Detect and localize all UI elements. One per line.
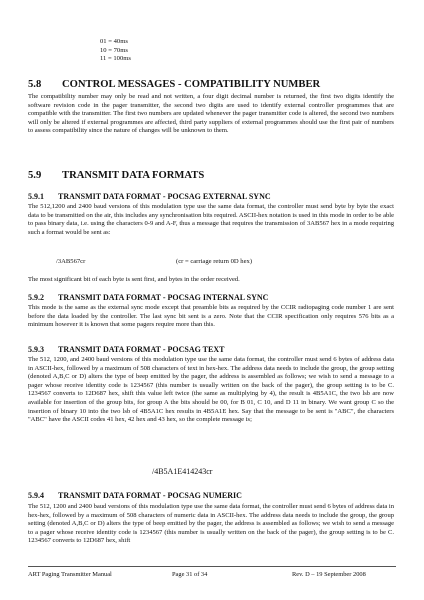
external-sync-example: /3AB567cr	[56, 258, 86, 265]
section-5-9-1-body: The 512,1200 and 2400 baud versions of this modulation type use the same data format, the controller must send byte by byte the exact data to be transmitted on the air, this includes any synchronisation bits required. ASCII-hex notation is used in this mode in order to be able to pass binary data, i.e. using the characters 0-9 and A-F, thus a message that requires the transmission of 3AB567 hex in a mode requiring such a format would be sent as:	[28, 203, 394, 236]
section-5-8-body: The compatibility number may only be read and not written, a four digit decimal number is returned, the first two digits identify the software revision code in the pager transmitter, the second two digits are used to identify external controller programmes that are compatible with the transmitter. The first two numbers are updated whenever the pager transmitter code is altered, the second two numbers will only be altered if external programmes are affected, third party suppliers of external programmes should use the first pair of numbers to assess compatibility since the nature of changes will be unknown to them.	[28, 93, 394, 135]
section-title: TRANSMIT DATA FORMAT - POCSAG EXTERNAL SYNC	[58, 192, 271, 201]
section-title: TRANSMIT DATA FORMAT - POCSAG TEXT	[58, 345, 225, 354]
section-5-9-4-body: The 512, 1200 and 2400 baud versions of this modulation type use the same data format, the controller must send 6 bytes of address data in hex-hex, followed by a maximum of 508 characters of numeric data in ASCII-hex. The address data needs to include the group, the group setting (denoted A,B,C or D) alters the type of beep emitted by the pager, the address is assembled as follows; we wish to send a message to a pager whose receive identity code is 1234567 (this number is usually written on the back of the pager), the group setting is to be C. 1234567 converts to 12D687 hex, shift	[28, 503, 394, 545]
footer-page-number: Page 31 of 34	[172, 571, 208, 578]
footer-manual-title: ART Paging Transmitter Manual	[28, 571, 112, 578]
section-title: TRANSMIT DATA FORMAT - POCSAG INTERNAL SYNC	[58, 293, 269, 302]
section-5-9-3-heading	[28, 345, 224, 354]
section-5-9-3-body: The 512, 1200, and 2400 baud versions of this modulation type use the same data format, the controller must send 6 bytes of address data in ASCII-hex, followed by a maximum of 508 characters of text in hex-hex. The address data needs to include the group, the group setting (denoted A,B,C or D) alters the type of beep emitted by the pager, the address is assembled as follows; we wish to send a message to a pager whose receive identity code is 1234567 (this number is usually written on the back of the pager), the group setting is to be C. 1234567 converts to 12D687 hex, shift this value left twice (the same as multiplying by 4), the result is 4B5A1C, the two lsb are now available for insertion of the group bits, for group A the bits should be 00, for B 01, C 10, and D 11 in binary. We want group C so the insertion of binary 10 into the two lsb of 4B5A1C hex results in 4B5A1E hex. Say that the message to be sent is "ABC", the characters "ABC" have the ASCII codes 41 hex, 42 hex and 43 hex, so the complete message is;	[28, 356, 394, 424]
carriage-return-note: (cr = carriage return 0D hex)	[176, 258, 253, 265]
section-number: 5.9.3	[28, 345, 44, 354]
section-title: TRANSMIT DATA FORMATS	[62, 170, 205, 181]
code-list-item: 10 = 70ms	[100, 46, 128, 54]
code-list-item: 11 = 100ms	[100, 55, 131, 63]
pocsag-text-example: /4B5A1E414243cr	[152, 467, 213, 476]
section-5-9-1-heading	[28, 192, 271, 201]
section-5-9-2-body: This mode is the same as the external sync mode except that preamble bits as required by the CCIR radiopaging code number 1 are sent before the data loaded by the controller. The last sync bit sent is a zero. Note that the CCIR specification only requires 576 bits as a minimum however it is known that some pagers require more than this.	[28, 304, 394, 329]
section-number: 5.9.2	[28, 293, 44, 302]
section-5-8-heading	[28, 79, 320, 90]
section-5-9-heading	[28, 170, 204, 181]
section-title: CONTROL MESSAGES - COMPATIBILITY NUMBER	[62, 79, 321, 90]
section-number: 5.9.4	[28, 491, 44, 500]
footer-revision: Rev. D – 19 September 2008	[292, 571, 366, 578]
section-5-9-2-heading	[28, 293, 268, 302]
timing-code-list	[100, 38, 131, 64]
section-number: 5.9	[28, 170, 42, 181]
footer-divider	[28, 566, 396, 567]
section-number: 5.8	[28, 79, 42, 90]
code-list-item: 01 = 40ms	[100, 38, 128, 45]
section-title: TRANSMIT DATA FORMAT - POCSAG NUMERIC	[58, 491, 242, 500]
section-number: 5.9.1	[28, 192, 44, 201]
section-5-9-1-after: The most significant bit of each byte is sent first, and bytes in the order received.	[28, 276, 240, 283]
section-5-9-4-heading	[28, 491, 242, 500]
